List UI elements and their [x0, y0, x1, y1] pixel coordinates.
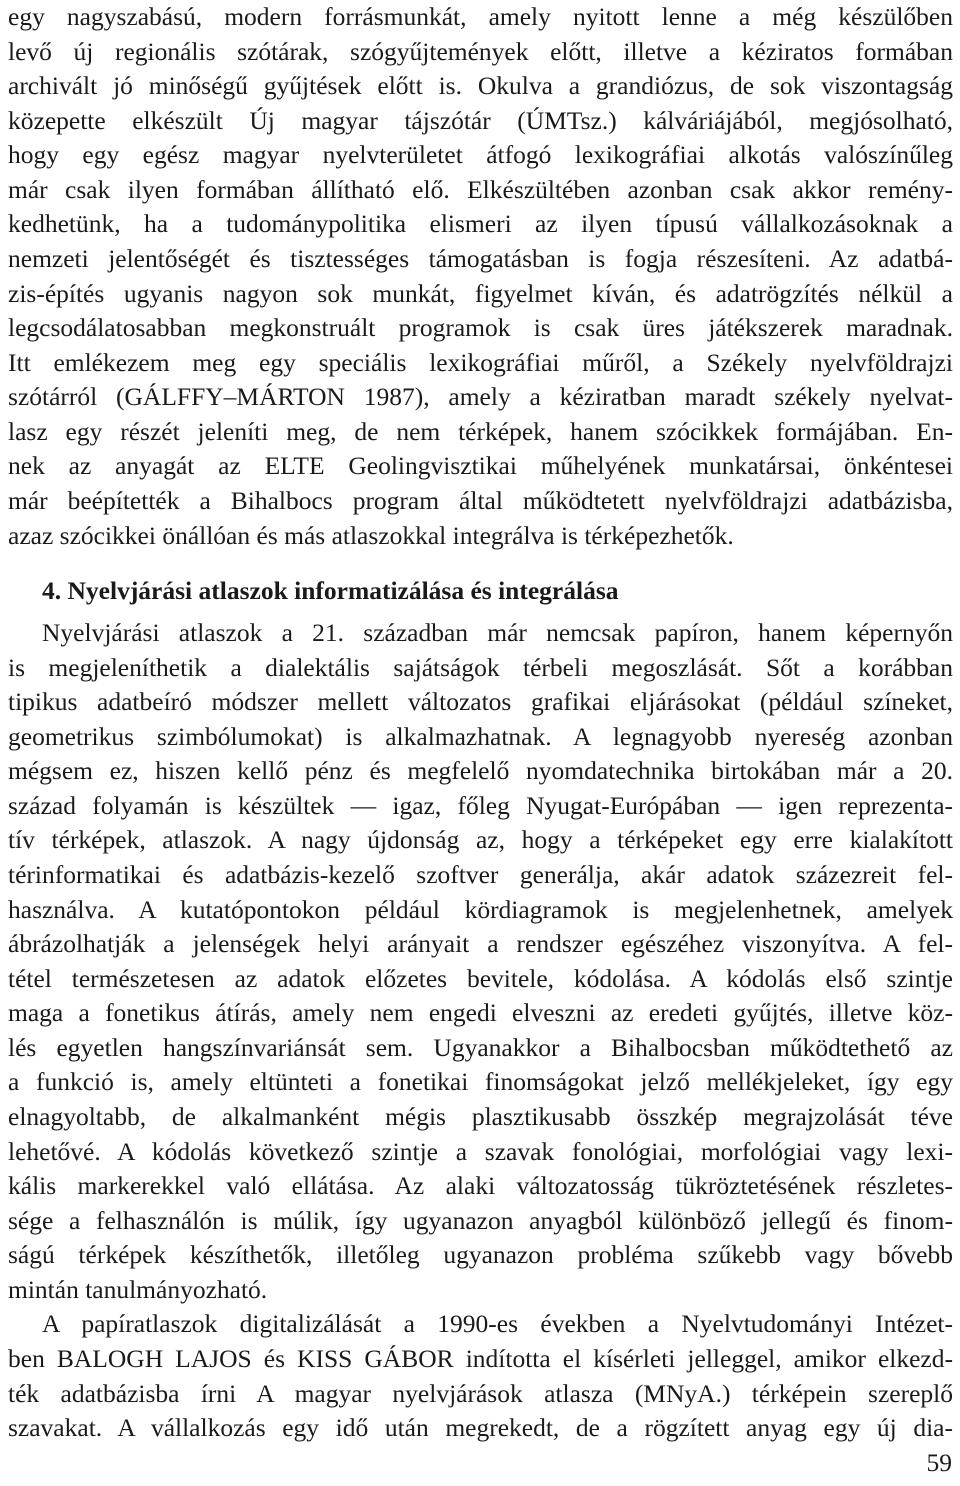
text-line: egy nagyszabású, modern forrásmunkát, amely nyitott lenne a még készülőben — [8, 2, 953, 31]
text-line: Nyelvjárási atlaszok a 21. században már nemcsak papíron, hanem képernyőn — [42, 618, 953, 647]
text-line: A papíratlaszok digitalizálását a 1990-es években a Nyelvtudományi Intézet- — [42, 1309, 953, 1338]
text-line: szótárról (GÁLFFY–MÁRTON 1987), amely a kéziratban maradt székely nyelvat- — [8, 382, 953, 411]
text-line: szavakat. A vállalkozás egy idő után megrekedt, de a rögzített anyag egy új dia- — [8, 1413, 953, 1442]
text-line: térinformatikai és adatbázis-kezelő szoftver generálja, akár adatok százezreit fel- — [8, 860, 953, 889]
text-line: nek az anyagát az ELTE Geolingvisztikai műhelyének munkatársai, önkéntesei — [8, 451, 953, 480]
text-line: tív térképek, atlaszok. A nagy újdonság az, hogy a térképeket egy erre kialakított — [8, 825, 953, 854]
text-line: kedhetünk, ha a tudománypolitika elismeri az ilyen típusú vállalkozásoknak a — [8, 209, 953, 238]
text-line: tétel természetesen az adatok előzetes bevitele, kódolása. A kódolás első szintje — [8, 964, 953, 993]
text-line: közepette elkészült Új magyar tájszótár (ÚMTsz.) kálváriájából, megjósolható, — [8, 106, 953, 135]
text-line: archivált jó minőségű gyűjtések előtt is. Okulva a grandiózus, de sok viszontagság — [8, 71, 953, 100]
text-line: hogy egy egész magyar nyelvterületet átfogó lexikográfiai alkotás valószínűleg — [8, 140, 953, 169]
text-line: is megjeleníthetik a dialektális sajátságok térbeli megoszlását. Sőt a korábban — [8, 653, 953, 682]
text-line: ábrázolhatják a jelenségek helyi arányait a rendszer egészéhez viszonyítva. A fel- — [8, 929, 953, 958]
text-line: maga a fonetikus átírás, amely nem engedi elveszni az eredeti gyűjtés, illetve köz- — [8, 998, 953, 1027]
text-line: Itt emlékezem meg egy speciális lexikográfiai műről, a Székely nyelvföldrajzi — [8, 348, 953, 377]
text-line: elnagyoltabb, de alkalmanként mégis plasztikusabb összkép megrajzolását téve — [8, 1102, 953, 1131]
text-line: század folyamán is készültek — igaz, főleg Nyugat-Európában — igen reprezenta- — [8, 791, 953, 820]
text-line: levő új regionális szótárak, szógyűjtemények előtt, illetve a kéziratos formában — [8, 37, 953, 66]
text-line: nemzeti jelentőségét és tisztességes támogatásban is fogja részesíteni. Az adatbá- — [8, 244, 953, 273]
text-line: kális markerekkel való ellátása. Az alaki változatosság tükröztetésének részletes- — [8, 1171, 953, 1200]
text-line: ságú térképek készíthetők, illetőleg ugyanazon probléma szűkebb vagy bővebb — [8, 1240, 953, 1269]
section-heading: 4. Nyelvjárási atlaszok informatizálása és integrálása — [42, 576, 619, 605]
text-line: geometrikus szimbólumokat) is alkalmazhatnak. A legnagyobb nyereség azonban — [8, 722, 953, 751]
text-line: ben BALOGH LAJOS és KISS GÁBOR indította el kísérleti jelleggel, amikor elkezd- — [8, 1344, 953, 1373]
text-line: már beépítették a Bihalbocs program által működtetett nyelvföldrajzi adatbázisba, — [8, 486, 953, 515]
text-line: mintán tanulmányozható. — [8, 1275, 268, 1304]
text-line: ték adatbázisba írni A magyar nyelvjárások atlasza (MNyA.) térképein szereplő — [8, 1379, 953, 1408]
text-line: legcsodálatosabban megkonstruált programok is csak üres játékszerek maradnak. — [8, 313, 953, 342]
text-line: lehetővé. A kódolás következő szintje a szavak fonológiai, morfológiai vagy lexi- — [8, 1137, 953, 1166]
text-line: lés egyetlen hangszínvariánsát sem. Ugyanakkor a Bihalbocsban működtethető az — [8, 1033, 953, 1062]
text-line: már csak ilyen formában állítható elő. Elkészültében azonban csak akkor remény- — [8, 175, 953, 204]
text-line: azaz szócikkei önállóan és más atlaszokkal integrálva is térképezhetők. — [8, 521, 734, 550]
text-line: használva. A kutatópontokon például kördiagramok is megjelenhetnek, amelyek — [8, 895, 953, 924]
text-line: tipikus adatbeíró módszer mellett változatos grafikai eljárásokat (például színeket, — [8, 687, 953, 716]
text-line: mégsem ez, hiszen kellő pénz és megfelelő nyomdatechnika birtokában már a 20. — [8, 756, 953, 785]
text-line: a funkció is, amely eltünteti a fonetikai finomságokat jelző mellékjeleket, így egy — [8, 1067, 953, 1096]
page-number: 59 — [926, 1448, 952, 1477]
text-line: sége a felhasználón is múlik, így ugyanazon anyagból különböző jellegű és finom- — [8, 1206, 953, 1235]
text-line: zis-építés ugyanis nagyon sok munkát, figyelmet kíván, és adatrögzítés nélkül a — [8, 279, 953, 308]
text-line: lasz egy részét jeleníti meg, de nem térképek, hanem szócikkek formájában. En- — [8, 417, 953, 446]
